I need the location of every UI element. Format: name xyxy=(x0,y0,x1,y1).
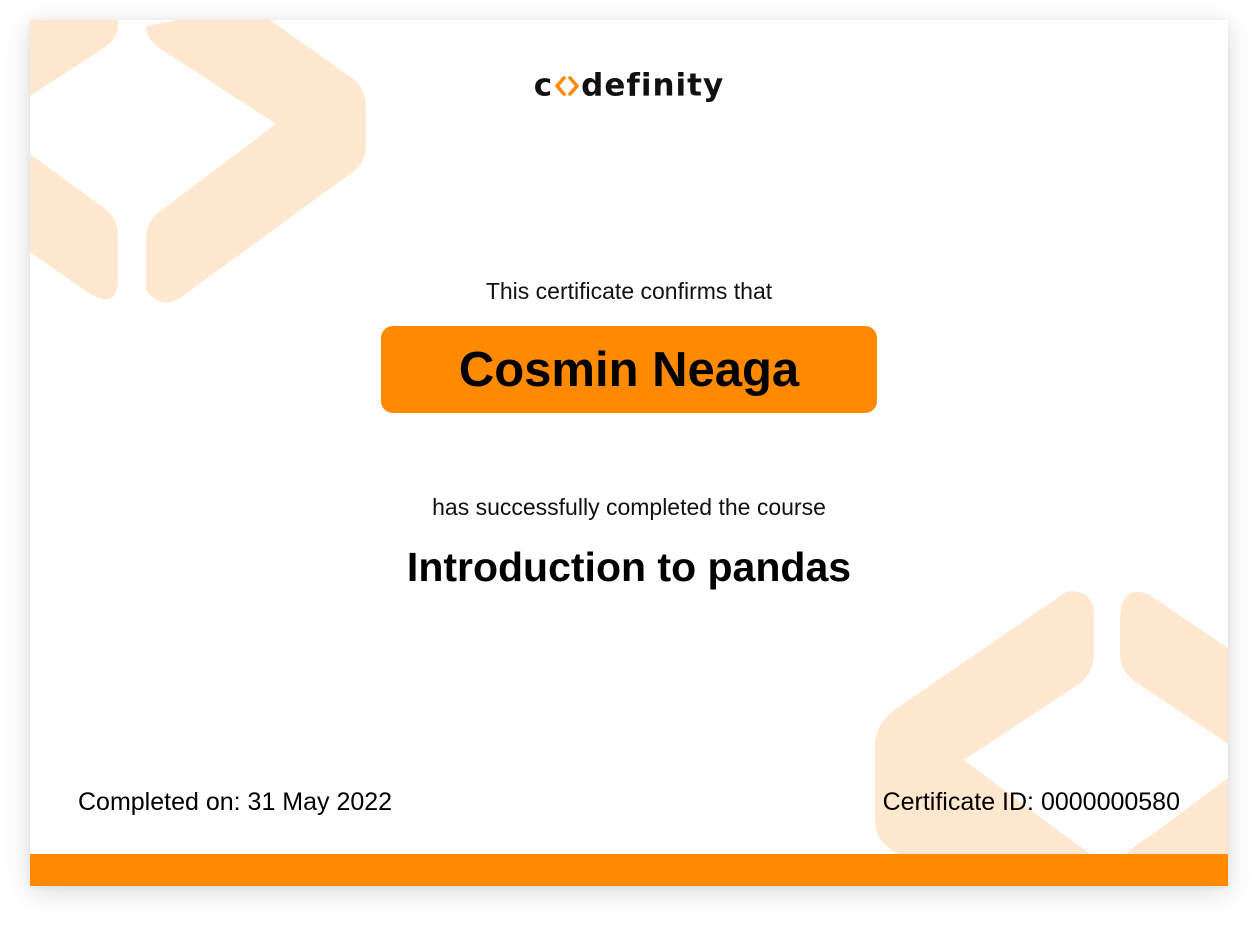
logo-suffix: definity xyxy=(581,67,725,104)
code-brackets-icon xyxy=(554,75,580,97)
codefinity-logo xyxy=(30,64,1228,106)
recipient-name: Cosmin Neaga xyxy=(458,342,800,397)
background-decoration xyxy=(30,20,1228,886)
top-left-chevron-outer xyxy=(146,20,366,303)
bottom-right-chevron-inner xyxy=(1120,592,1228,744)
certificate-card xyxy=(30,20,1228,886)
course-title: Introduction to pandas xyxy=(406,544,852,590)
confirm-text: This certificate confirms that xyxy=(485,278,773,304)
bottom-accent-bar xyxy=(30,854,1228,886)
recipient-name-badge xyxy=(381,326,877,413)
completed-course-text: has successfully completed the course xyxy=(432,494,826,520)
certificate-id: Certificate ID: 0000000580 xyxy=(882,788,1180,816)
completion-date: Completed on: 31 May 2022 xyxy=(78,788,393,816)
logo-prefix: c xyxy=(533,67,554,104)
